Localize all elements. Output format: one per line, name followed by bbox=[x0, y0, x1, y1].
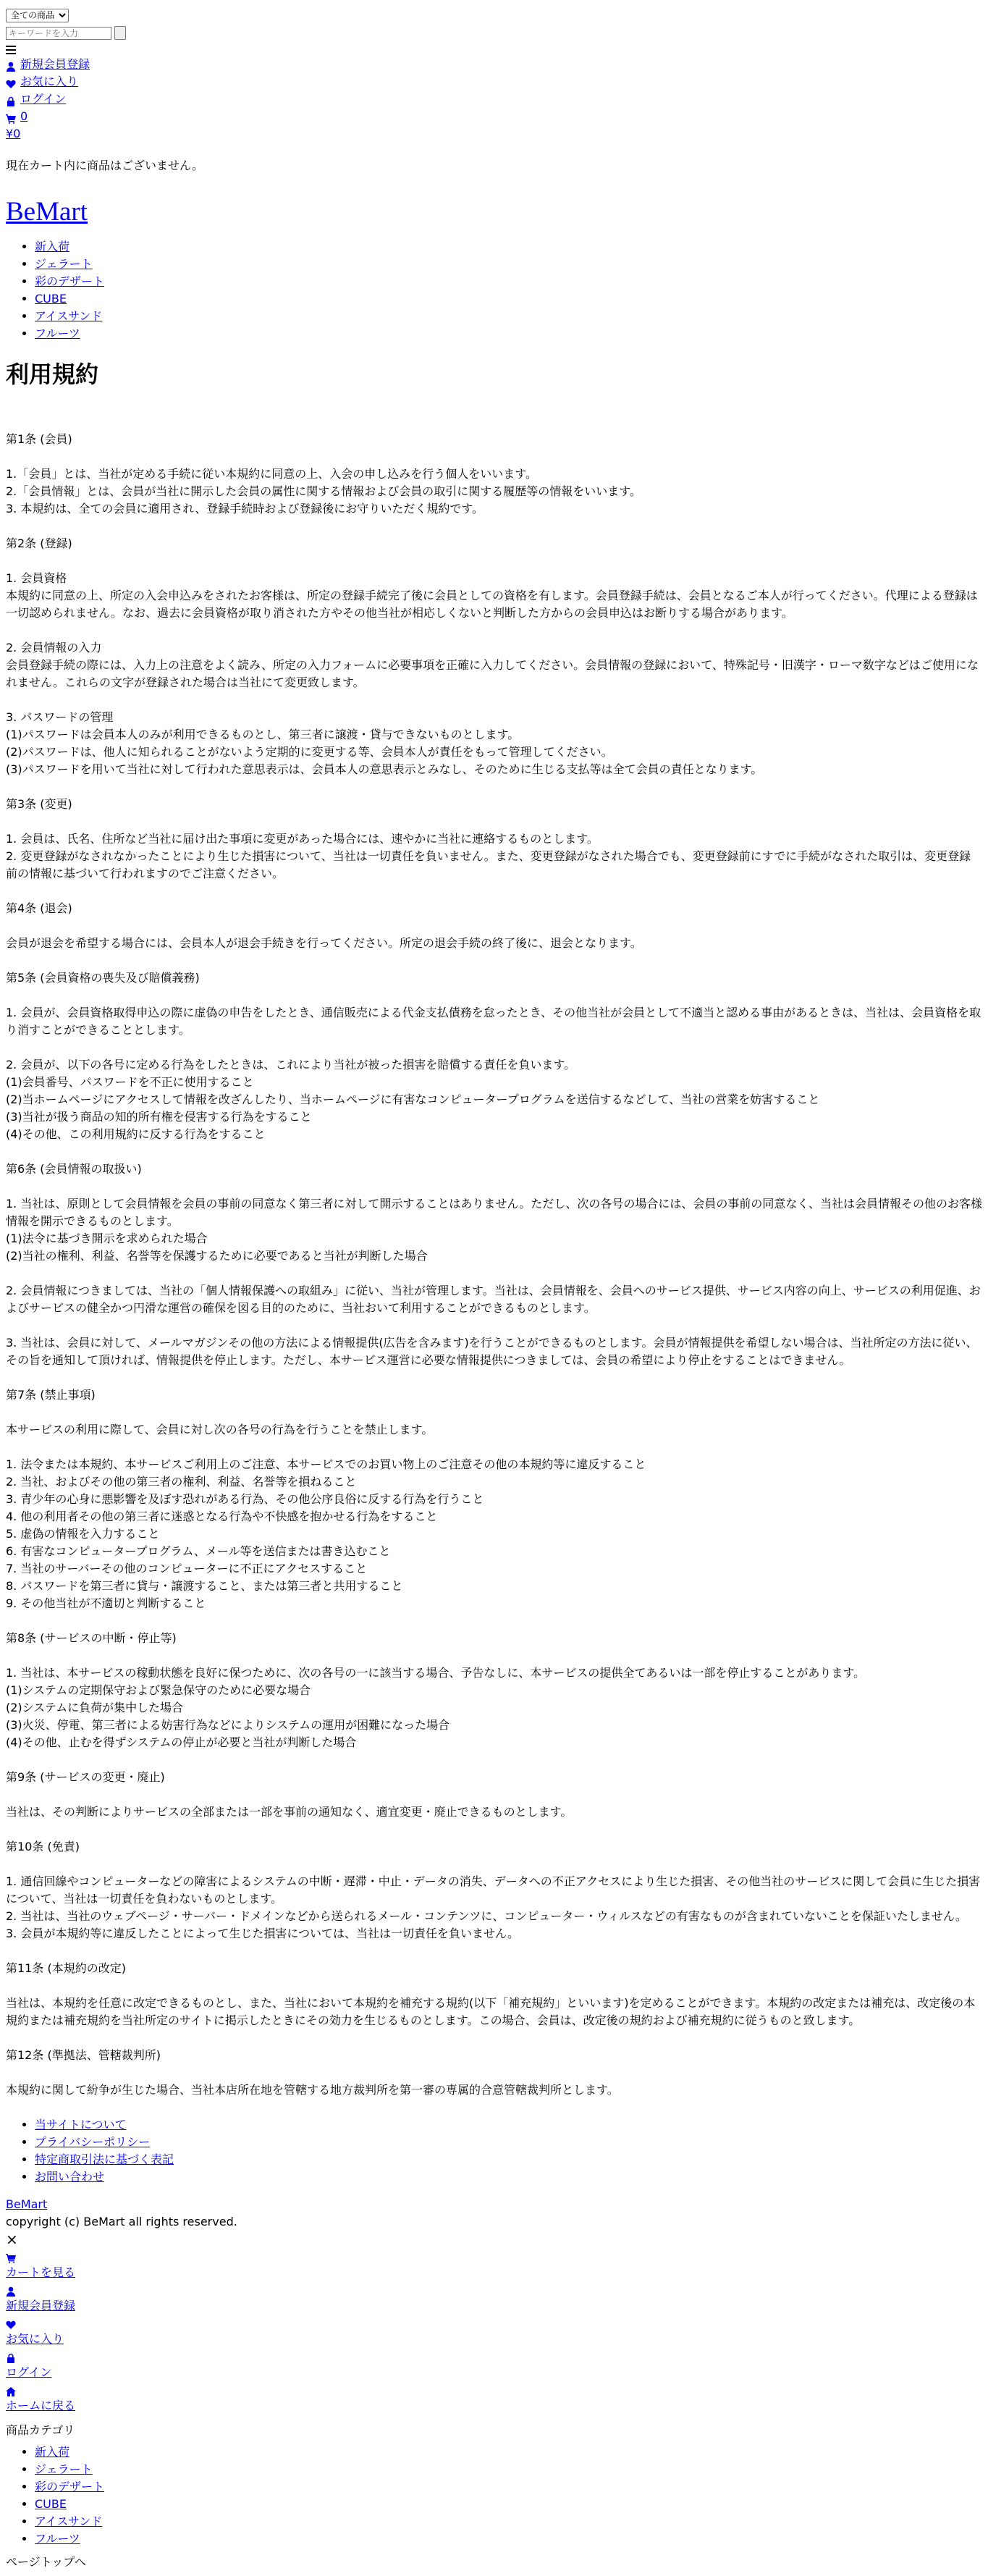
article-paragraph: 3. パスワードの管理 (1)パスワードは会員本人のみが利用できるものとし、第三者に譲渡・貸与できないものとします。 (2)パスワードは、他人に知られることがないよう定期的に変更する等、会員本人が責任をもって管理してください。 (3)パスワードを用いて当社に対して行われた意思表示は、会員本人の意思表示とみなし、そのために生じる支払等は全て会員の責任となります。 bbox=[6, 710, 763, 776]
article-paragraph: 会員が退会を希望する場合には、会員本人が退会手続きを行ってください。所定の退会手続の終了後に、退会となります。 bbox=[6, 935, 642, 950]
header-links bbox=[6, 56, 982, 143]
article-paragraph: 当社は、その判断によりサービスの全部または一部を事前の通知なく、適宜変更・廃止できるものとします。 bbox=[6, 1804, 573, 1819]
article-heading: 第3条 (変更) bbox=[6, 796, 72, 811]
footer-link-contact[interactable]: お問い合わせ bbox=[35, 2169, 105, 2184]
drawer-login-link[interactable]: ログイン bbox=[6, 2365, 52, 2379]
heart-icon bbox=[6, 2318, 16, 2328]
nav-link[interactable]: 彩のデザート bbox=[35, 274, 105, 288]
drawer-category-link[interactable]: 彩のデザート bbox=[35, 2479, 105, 2493]
nav-link[interactable]: CUBE bbox=[35, 291, 67, 306]
article-heading: 第2条 (登録) bbox=[6, 536, 72, 550]
article-paragraph: 2. 会員情報の入力 会員登録手続の際には、入力上の注意をよく読み、所定の入力フォームに必要事項を正確に入力してください。会員情報の登録において、特殊記号・旧漢字・ローマ数字などはご使用になれません。これらの文字が登録された場合は当社にて変更致します。 bbox=[6, 640, 979, 689]
lock-icon bbox=[6, 94, 16, 104]
article-paragraph: 1. 会員は、氏名、住所など当社に届け出た事項に変更があった場合には、速やかに当社に連絡するものとします。 2. 変更登録がなされなかったことにより生じた損害について、当社は一切責任を負いません。また、変更登録がなされた場合でも、変更登録前にすでに手続がなされた取引は、変更登録前の情報に基づいて行われますのでご注意ください。 bbox=[6, 831, 971, 880]
article-heading: 第8条 (サービスの中断・停止等) bbox=[6, 1630, 177, 1645]
article-heading: 第10条 (免責) bbox=[6, 1839, 80, 1853]
drawer-category-link[interactable]: ジェラート bbox=[35, 2462, 93, 2476]
footer-link-about[interactable]: 当サイトについて bbox=[35, 2117, 127, 2131]
heart-icon bbox=[6, 77, 16, 87]
article-paragraph: 1.「会員」とは、当社が定める手続に従い本規約に同意の上、入会の申し込みを行う個人をいいます。 2.「会員情報」とは、会員が当社に開示した会員の属性に関する情報および会員の取引に関する履歴等の情報をいいます。 3. 本規約は、全ての会員に適用され、登録手続時および登録後にお守りいただく規約です。 bbox=[6, 466, 641, 515]
global-nav bbox=[6, 238, 982, 342]
drawer-cart-link[interactable]: カートを見る bbox=[6, 2265, 76, 2279]
page-title: 利用規約 bbox=[6, 361, 99, 387]
article-heading: 第12条 (準拠法、管轄裁判所) bbox=[6, 2047, 161, 2062]
article-paragraph: 1. 会員資格 本規約に同意の上、所定の入会申込みをされたお客様は、所定の登録手続完了後に会員としての資格を有します。会員登録手続は、会員となるご本人が行ってください。代理による登録は一切認められません。なお、過去に会員資格が取り消された方やその他当社が相応しくないと判断した方からの会員申込はお断りする場合があります。 bbox=[6, 571, 978, 620]
nav-item bbox=[35, 290, 982, 308]
menu-icon[interactable] bbox=[6, 44, 16, 56]
article-paragraph: 2. 会員情報につきましては、当社の「個人情報保護への取組み」に従い、当社が管理します。当社は、会員情報を、会員へのサービス提供、サービス内容の向上、サービスの利用促進、およびサービスの健全かつ円滑な運営の確保を図る目的のために、当社おいて利用することができるものとします。 bbox=[6, 1283, 981, 1315]
article-heading: 第7条 (禁止事項) bbox=[6, 1387, 96, 1402]
article-heading: 第1条 (会員) bbox=[6, 432, 72, 446]
user-icon bbox=[6, 59, 16, 70]
drawer-signup-link[interactable]: 新規会員登録 bbox=[6, 2298, 76, 2312]
drawer bbox=[6, 2231, 982, 2571]
search-button[interactable] bbox=[114, 26, 126, 40]
search-input[interactable] bbox=[6, 27, 111, 40]
nav-item bbox=[35, 273, 982, 290]
footer bbox=[6, 2116, 982, 2231]
search-form bbox=[6, 26, 982, 40]
nav-link[interactable]: フルーツ bbox=[35, 326, 80, 340]
cart-empty-message: 現在カート内に商品はございません。 bbox=[6, 159, 203, 172]
signup-link[interactable]: 新規会員登録 bbox=[20, 57, 90, 71]
drawer-favorites-link[interactable]: お気に入り bbox=[6, 2331, 64, 2346]
article-paragraph: 1. 通信回線やコンピューターなどの障害によるシステムの中断・遅滞・中止・データの消失、データへの不正アクセスにより生じた損害、その他当社のサービスに関して会員に生じた損害について、当社は一切責任を負わないものとします。 2. 当社は、当社のウェブページ・サーバー・ドメインなどから送られるメール・コンテンツに、コンピューター・ウィルスなどの有害なものが含まれていないことを保証いたしません。 3. 会員が本規約等に違反したことによって生じた損害については、当社は一切責任を負いません。 bbox=[6, 1874, 981, 1940]
nav-item bbox=[35, 256, 982, 273]
nav-link[interactable]: ジェラート bbox=[35, 256, 93, 271]
article-heading: 第11条 (本規約の改定) bbox=[6, 1961, 126, 1975]
nav-link[interactable]: アイスサンド bbox=[35, 308, 103, 323]
copyright: copyright (c) BeMart all rights reserved. bbox=[6, 2214, 237, 2228]
user-icon bbox=[6, 2284, 16, 2294]
article-paragraph: 1. 当社は、原則として会員情報を会員の事前の同意なく第三者に対して開示することはありません。ただし、次の各号の場合には、会員の事前の同意なく、当社は会員情報その他のお客様情報を開示できるものとします。 (1)法令に基づき開示を求められた場合 (2)当社の権利、利益、名誉等を保護するために必要であると当社が判断した場合 bbox=[6, 1196, 982, 1263]
footer-link-tokushoho[interactable]: 特定商取引法に基づく表記 bbox=[35, 2152, 174, 2166]
category-select[interactable] bbox=[6, 9, 69, 22]
nav-item bbox=[35, 238, 982, 256]
cart-count[interactable]: 0 bbox=[20, 109, 28, 123]
article-paragraph: 3. 当社は、会員に対して、メールマガジンその他の方法による情報提供(広告を含みます)を行うことができるものとします。会員が情報提供を希望しない場合は、当社所定の方法に従い、その旨を通知して頂ければ、情報提供を停止します。ただし、本サービス運営に必要な情報提供につきましては、会員の希望により停止をすることはできません。 bbox=[6, 1335, 978, 1367]
article-paragraph: 本規約に関して紛争が生じた場合、当社本店所在地を管轄する地方裁判所を第一審の専属的合意管轄裁判所とします。 bbox=[6, 2082, 619, 2097]
drawer-category-link[interactable]: CUBE bbox=[35, 2496, 67, 2511]
article-paragraph: 1. 法令または本規約、本サービスご利用上のご注意、本サービスでのお買い物上のご注意その他の本規約等に違反すること 2. 当社、およびその他の第三者の権利、利益、名誉等を損ねること 3. 青少年の心身に悪影響を及ぼす恐れがある行為、その他公序良俗に反する行為を行うこと 4. 他の利用者その他の第三者に迷惑となる行為や不快感を抱かせる行為をすること 5. 虚偽の情報を入力すること 6. 有害なコンピュータープログラム、メール等を送信または書き込むこと 7. 当社のサーバーその他のコンピューターに不正にアクセスすること 8. パスワードを第三者に貸与・譲渡すること、または第三者と共用すること 9. その他当社が不適切と判断すること bbox=[6, 1457, 646, 1610]
page-top-link[interactable]: ページトップへ bbox=[6, 2554, 86, 2569]
article-paragraph: 1. 会員が、会員資格取得申込の際に虚偽の申告をしたとき、通信販売による代金支払債務を怠ったとき、その他当社が会員として不適当と認める事由があるときは、当社は、会員資格を取り消すことができることとします。 bbox=[6, 1005, 981, 1037]
article-paragraph: 2. 会員が、以下の各号に定める行為をしたときは、これにより当社が被った損害を賠償する責任を負います。 (1)会員番号、パスワードを不正に使用すること (2)当ホームページにアクセスして情報を改ざんしたり、当ホームページに有害なコンピュータープログラムを送信するなどして、当社の営業を妨害すること (3)当社が扱う商品の知的所有権を侵害する行為をすること (4)その他、この利用規約に反する行為をすること bbox=[6, 1057, 820, 1141]
home-icon bbox=[6, 2384, 16, 2394]
nav-item bbox=[35, 308, 982, 325]
category-heading: 商品カテゴリ bbox=[6, 2423, 75, 2437]
drawer-home-link[interactable]: ホームに戻る bbox=[6, 2398, 76, 2412]
cart-total[interactable]: ¥0 bbox=[6, 127, 21, 140]
lock-icon bbox=[6, 2351, 16, 2361]
login-link[interactable]: ログイン bbox=[20, 92, 67, 106]
article-paragraph: 本サービスの利用に際して、会員に対し次の各号の行為を行うことを禁止します。 bbox=[6, 1422, 434, 1436]
article-heading: 第6条 (会員情報の取扱い) bbox=[6, 1161, 142, 1176]
cart-icon bbox=[6, 2251, 16, 2261]
drawer-category-list bbox=[6, 2444, 982, 2548]
cart-icon bbox=[6, 111, 16, 122]
article-paragraph: 当社は、本規約を任意に改定できるものとし、また、当社において本規約を補充する規約(以下「補充規約」といいます)を定めることができます。本規約の改定または補充は、改定後の本規約または補充規約を当社所定のサイトに掲示したときにその効力を生じるものとします。この場合、会員は、改定後の規約および補充規約に従うものと致します。 bbox=[6, 1995, 976, 2027]
drawer-category-link[interactable]: 新入荷 bbox=[35, 2444, 70, 2459]
footer-links bbox=[6, 2116, 982, 2186]
nav-link[interactable]: 新入荷 bbox=[35, 239, 70, 253]
footer-logo[interactable]: BeMart bbox=[6, 2197, 48, 2211]
article-paragraph: 1. 当社は、本サービスの稼動状態を良好に保つために、次の各号の一に該当する場合、予告なしに、本サービスの提供全てあるいは一部を停止することがあります。 (1)システムの定期保守および緊急保守のために必要な場合 (2)システムに負荷が集中した場合 (3)火災、停電、第三者による妨害行為などによりシステムの運用が困難になった場合 (4)その他、止むを得ずシステムの停止が必要と当社が判断した場合 bbox=[6, 1665, 866, 1749]
article-heading: 第4条 (退会) bbox=[6, 901, 72, 915]
drawer-category-link[interactable]: アイスサンド bbox=[35, 2514, 103, 2528]
article-heading: 第5条 (会員資格の喪失及び賠償義務) bbox=[6, 970, 200, 985]
footer-link-privacy[interactable]: プライバシーポリシー bbox=[35, 2134, 151, 2149]
terms-body bbox=[6, 431, 982, 2099]
drawer-category-link[interactable]: フルーツ bbox=[35, 2531, 80, 2546]
favorites-link[interactable]: お気に入り bbox=[20, 75, 79, 88]
nav-item bbox=[35, 325, 982, 342]
close-icon[interactable]: × bbox=[6, 2230, 18, 2248]
article-heading: 第9条 (サービスの変更・廃止) bbox=[6, 1769, 165, 1784]
site-logo[interactable]: BeMart bbox=[6, 197, 88, 227]
